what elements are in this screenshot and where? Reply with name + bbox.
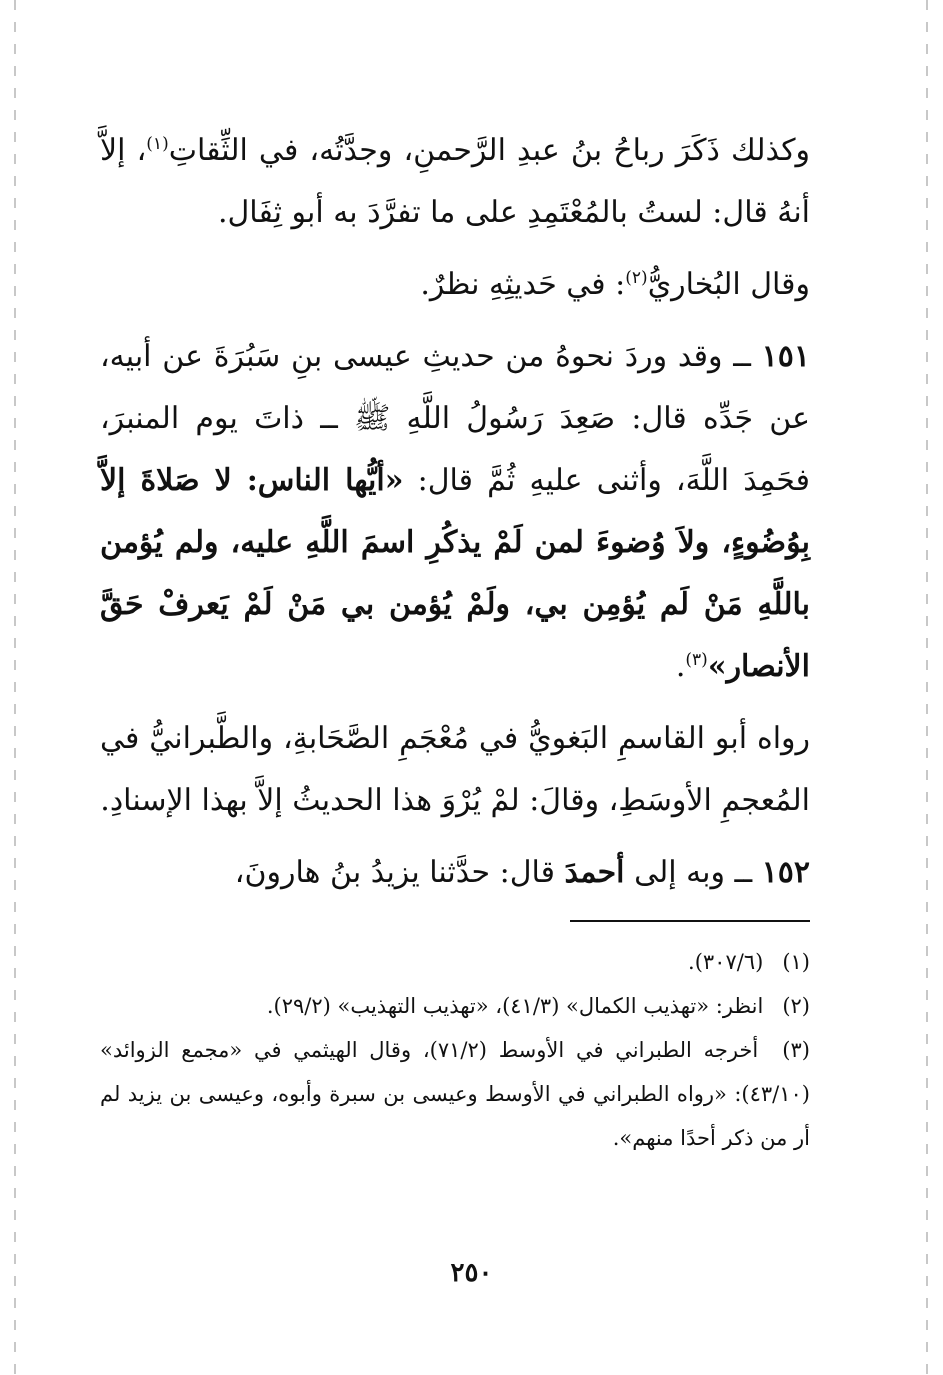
paragraph-narration — [100, 708, 810, 832]
paragraph-riyah — [100, 120, 810, 244]
paragraph-text: وقال البُخاريُّ — [647, 267, 810, 302]
page-number: ٢٥٠ — [450, 1258, 493, 1288]
footnote-label: (٣) — [782, 1038, 810, 1062]
footnote-text: (٣٠٧/٦). — [688, 950, 764, 974]
paragraph-text: ــ وبه إلى — [624, 855, 762, 890]
paragraph-text: : في حَديثِهِ نظرٌ. — [420, 267, 626, 302]
footnote-label: (٢) — [782, 994, 810, 1018]
footnote-text: أخرجه الطبراني في الأوسط (٧١/٢)، وقال الهيثمي في «مجمع الزوائد» (٤٣/١٠): «رواه الطبراني في الأوسط وعيسى بن سبرة وأبوه، وعيسى بن يزيد لم أر من ذكر أحدًا منهم». — [100, 1038, 810, 1150]
hadith-number: ١٥١ — [761, 339, 810, 374]
footnote-3 — [100, 1028, 810, 1160]
paragraph-text: رواه أبو القاسمِ البَغويُّ في مُعْجَمِ الصَّحَابةِ، والطَّبرانيُّ في المُعجمِ الأوسَطِ، وقالَ: لمْ يُرْوَ هذا الحديثُ إلاَّ بهذا الإسنادِ. — [100, 721, 810, 818]
footnote-2 — [100, 984, 810, 1028]
footnote-ref-3[interactable]: (٣) — [685, 650, 708, 670]
narrator-name: أحمدَ — [564, 855, 625, 890]
right-margin-guide — [926, 0, 928, 1375]
footnote-text: انظر: «تهذيب الكمال» (٤١/٣)، «تهذيب التهذيب» (٢٩/٢). — [266, 994, 764, 1018]
footnote-1 — [100, 940, 810, 984]
footnote-label: (١) — [782, 950, 810, 974]
hadith-151 — [100, 326, 810, 698]
hadith-number: ١٥٢ — [761, 855, 810, 890]
paragraph-text: . — [675, 649, 686, 684]
footnote-ref-1[interactable]: (١) — [146, 134, 169, 154]
footnote-separator — [570, 920, 810, 922]
footnote-ref-2[interactable]: (٢) — [625, 268, 648, 288]
paragraph-text: ــ وقد وردَ نحوهُ من حديثِ عيسى بنِ سَبُرَةَ عن أبيه، عن جَدِّه قال: صَعِدَ رَسُولُ اللَّهِ ﷺ ــ ذاتَ يوم المنبرَ، فحَمِدَ اللَّهَ، وأثنى عليهِ ثُمَّ قال: — [100, 339, 810, 498]
paragraph-text: قال: حدَّثنا يزيدُ بنُ هارونَ، — [234, 855, 565, 890]
paragraph-text: وكذلك ذَكَرَ رباحُ بنُ عبدِ الرَّحمنِ، وجدَّتُه، في الثِّقاتِ — [168, 133, 810, 168]
paragraph-text: ، إلاَّ أنهُ قال: لستُ بالمُعْتَمِدِ على ما تفرَّدَ به أبو ثِفَال. — [100, 133, 810, 230]
left-margin-guide — [14, 0, 16, 1375]
page-body — [100, 120, 810, 1160]
paragraph-bukhari — [100, 254, 810, 316]
hadith-152 — [100, 842, 810, 904]
hadith-quote: «أيُّها الناس: لا صَلاةَ إلاَّ بِوُضُوءٍ، ولاَ وُضوءَ لمن لَمْ يذكُرِ اسمَ اللَّهِ عليه، ولم يُؤمن باللَّهِ مَنْ لَم يُؤمِن بي، ولَمْ يُؤمن بي مَنْ لَمْ يَعرفْ حَقَّ الأنصار» — [100, 463, 810, 684]
